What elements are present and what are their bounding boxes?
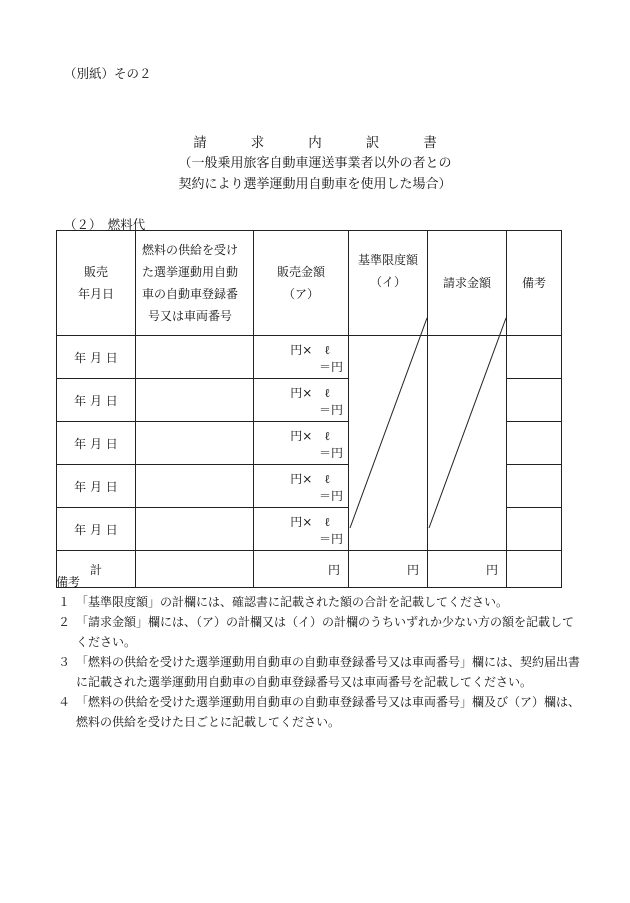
vehicle-cell[interactable] — [136, 379, 254, 422]
header-vehicle-line3: 車の自動車登録番 — [142, 287, 239, 301]
total-claim[interactable]: 円 — [428, 551, 507, 588]
amount-cell[interactable] — [254, 379, 349, 422]
header-limit — [349, 231, 428, 336]
amount-cell[interactable] — [254, 336, 349, 379]
claim-cell-merged — [428, 336, 507, 551]
title-char: 内 — [308, 135, 322, 151]
date-cell[interactable]: 年 月 日 — [57, 465, 136, 508]
notes-section — [58, 572, 580, 732]
vehicle-cell[interactable] — [136, 465, 254, 508]
date-cell[interactable]: 年 月 日 — [57, 508, 136, 551]
section-heading: （２） 燃料代 — [64, 217, 146, 232]
title-char: 書 — [423, 135, 437, 151]
header-remarks: 備考 — [507, 231, 562, 336]
vehicle-cell[interactable] — [136, 508, 254, 551]
amount-equals: ＝円 — [318, 403, 343, 417]
date-cell[interactable]: 年 月 日 — [57, 422, 136, 465]
header-date-line2: 年月日 — [77, 287, 114, 301]
date-cell[interactable]: 年 月 日 — [57, 379, 136, 422]
amount-cell[interactable] — [254, 422, 349, 465]
vehicle-cell[interactable] — [136, 422, 254, 465]
remarks-cell[interactable] — [507, 379, 562, 422]
header-vehicle-line2: た選挙運動用自動 — [142, 265, 239, 279]
title-char: 求 — [250, 135, 265, 151]
amount-unit: 円× ℓ — [290, 429, 330, 443]
header-amount — [254, 231, 349, 336]
date-cell[interactable]: 年 月 日 — [57, 336, 136, 379]
document-title — [0, 131, 630, 151]
amount-unit: 円× ℓ — [290, 515, 330, 529]
remarks-cell[interactable] — [507, 465, 562, 508]
header-vehicle-line4: 号又は車両番号 — [148, 309, 233, 323]
header-note: （別紙）その２ — [64, 66, 152, 81]
header-vehicle — [136, 231, 254, 336]
remarks-cell[interactable] — [507, 508, 562, 551]
amount-cell[interactable] — [254, 508, 349, 551]
amount-unit: 円× ℓ — [290, 386, 330, 400]
remarks-cell[interactable] — [507, 422, 562, 465]
total-limit[interactable]: 円 — [349, 551, 428, 588]
subtitle-line-2: 契約により選挙運動用自動車を使用した場合） — [178, 177, 452, 192]
limit-cell-merged — [349, 336, 428, 551]
notes-heading: 備考 — [56, 575, 81, 589]
amount-equals: ＝円 — [318, 360, 343, 374]
note-item: ４ 「燃料の供給を受けた選挙運動用自動車の自動車登録番号又は車両番号」欄及び（ア）欄は、燃料の供給を受けた日ごとに記載してください。 — [58, 695, 581, 729]
subtitle-line-1: （一般乗用旅客自動車運送事業者以外の者との — [178, 156, 452, 171]
amount-unit: 円× ℓ — [290, 472, 330, 486]
amount-cell[interactable] — [254, 465, 349, 508]
title-char: 訳 — [365, 135, 380, 151]
title-char: 請 — [193, 135, 207, 151]
note-item: ３ 「燃料の供給を受けた選挙運動用自動車の自動車登録番号又は車両番号」欄には、契約届出書に記載された選挙運動用自動車の自動車登録番号又は車両番号を記載してください。 — [58, 655, 581, 689]
note-item: １ 「基準限度額」の計欄には、確認書に記載された額の合計を記載してください。 — [58, 595, 509, 609]
amount-equals: ＝円 — [318, 532, 343, 546]
header-date-line1: 販売 — [83, 265, 108, 279]
vehicle-cell[interactable] — [136, 336, 254, 379]
header-claim: 請求金額 — [428, 231, 507, 336]
header-limit-line1: 基準限度額 — [357, 253, 418, 267]
fuel-claim-table — [56, 230, 562, 588]
total-label: 計 — [57, 551, 136, 588]
header-limit-line2: （イ） — [369, 275, 406, 289]
header-date — [57, 231, 136, 336]
amount-equals: ＝円 — [318, 446, 343, 460]
note-item: ２ 「請求金額」欄には、（ア）の計欄又は（イ）の計欄のうちいずれか少ない方の額を記載してください。 — [58, 615, 575, 649]
header-row — [57, 231, 562, 336]
total-amount[interactable]: 円 — [254, 551, 349, 588]
table-row — [57, 336, 562, 379]
amount-unit: 円× ℓ — [290, 343, 330, 357]
amount-equals: ＝円 — [318, 489, 343, 503]
header-amount-line1: 販売金額 — [276, 265, 325, 279]
remarks-cell[interactable] — [507, 336, 562, 379]
header-amount-line2: （ア） — [282, 287, 319, 301]
header-vehicle-line1: 燃料の供給を受け — [142, 243, 239, 257]
